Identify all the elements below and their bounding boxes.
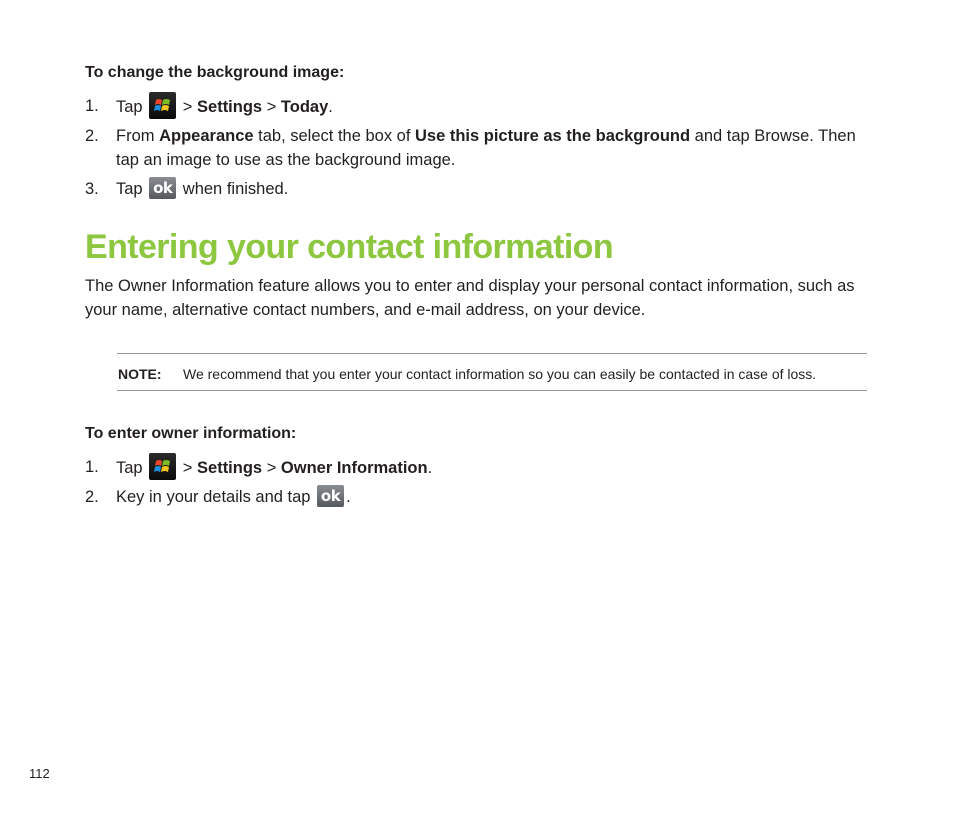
step-text	[116, 124, 856, 172]
period: .	[427, 458, 433, 477]
step-text	[116, 485, 351, 509]
windows-start-icon	[149, 92, 176, 119]
owner-step-2	[0, 485, 954, 511]
separator: >	[178, 97, 198, 116]
section-heading-owner: To enter owner information:	[85, 425, 297, 442]
step-number: 1.	[85, 97, 99, 115]
step-text-part: tab, select the box of	[253, 127, 415, 145]
step-text-part: and tap Browse. Then	[690, 127, 856, 145]
step-2-background	[0, 124, 954, 174]
step-number: 2.	[85, 488, 99, 506]
step-3-background	[0, 177, 954, 203]
step-text-part: From	[116, 127, 160, 145]
step-text-suffix: when finished.	[178, 180, 289, 198]
paragraph-line: your name, alternative contact numbers, and e-mail address, on your device.	[85, 300, 646, 319]
separator: >	[262, 97, 281, 116]
step-text	[116, 94, 333, 121]
period: .	[328, 97, 333, 116]
ok-icon: ok	[317, 485, 344, 507]
step-number: 1.	[85, 458, 99, 476]
period: .	[346, 488, 351, 506]
note-box	[117, 353, 867, 391]
step-1-background	[0, 94, 954, 120]
intro-paragraph	[85, 275, 885, 322]
use-picture-label: Use this picture as the background	[415, 127, 691, 145]
step-text-prefix: Tap	[116, 180, 143, 198]
note-label: NOTE:	[118, 366, 162, 382]
step-text-prefix: Tap	[116, 458, 143, 477]
step-number: 3.	[85, 180, 99, 198]
today-label: Today	[280, 97, 329, 116]
owner-information-label: Owner Information	[280, 458, 428, 477]
step-text-prefix: Key in your details and tap	[116, 488, 311, 506]
step-number: 2.	[85, 127, 99, 145]
appearance-label: Appearance	[159, 127, 254, 145]
owner-step-1	[0, 455, 954, 481]
page-number: 112	[29, 766, 50, 781]
paragraph-line: The Owner Information feature allows you to enter and display your personal contact information, such as	[85, 277, 855, 295]
windows-start-icon	[149, 453, 176, 480]
step-text	[116, 177, 288, 201]
section-heading-background: To change the background image:	[85, 64, 345, 81]
step-text-prefix: Tap	[116, 97, 143, 116]
separator: >	[262, 458, 281, 477]
separator: >	[178, 458, 198, 477]
step-text-line2: tap an image to use as the background image.	[116, 151, 456, 169]
settings-label: Settings	[197, 458, 263, 477]
page-title: Entering your contact information	[85, 228, 614, 266]
note-text: We recommend that you enter your contact information so you can easily be contacted in case of loss.	[183, 366, 817, 382]
ok-icon: ok	[149, 177, 176, 199]
step-text	[116, 455, 432, 482]
settings-label: Settings	[197, 97, 263, 116]
